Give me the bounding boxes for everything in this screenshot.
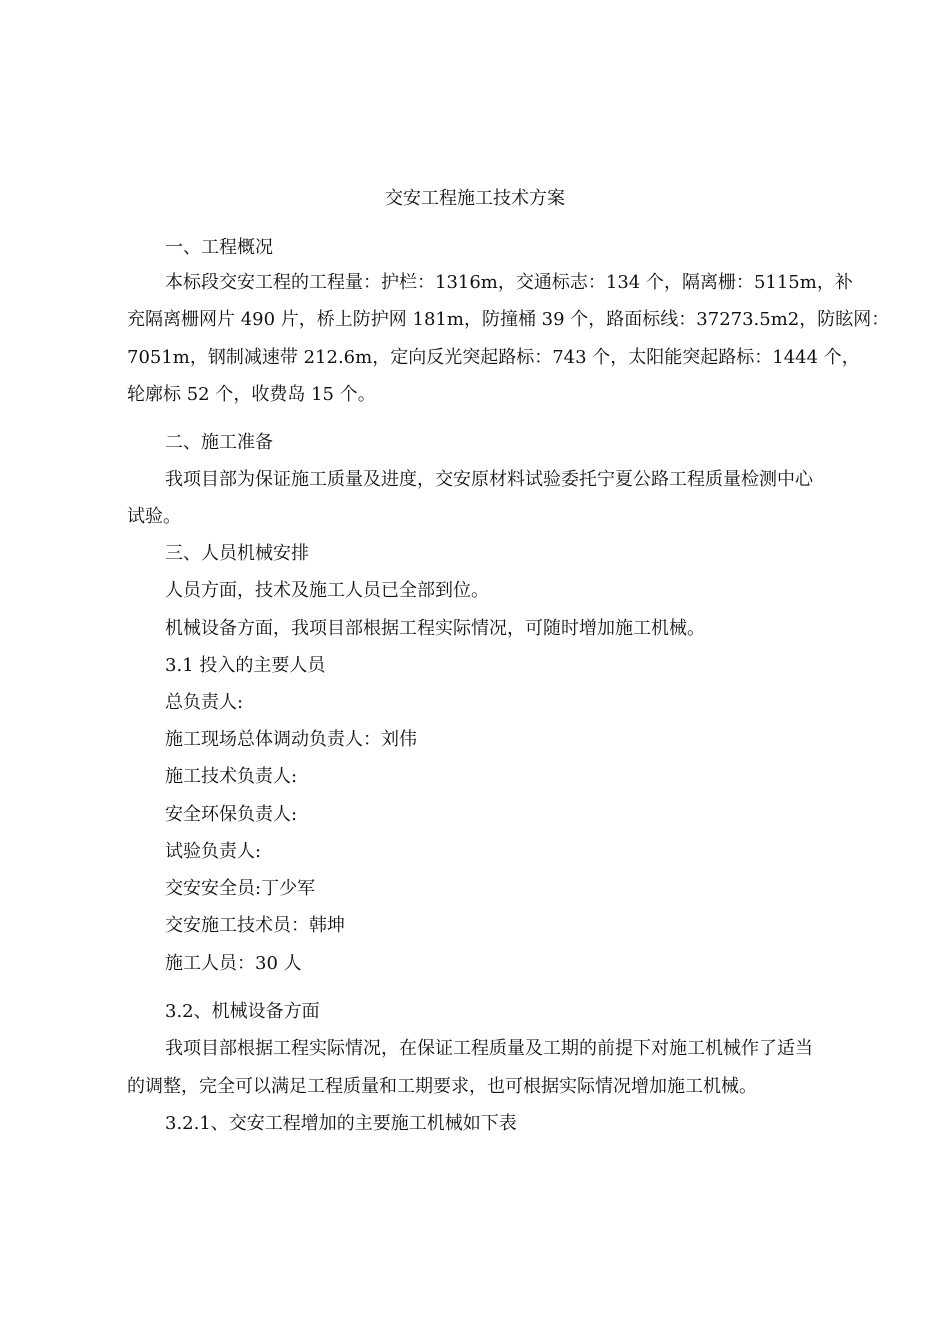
section-1-paragraph-line-4: 轮廓标 52 个，收费岛 15 个。 [127, 384, 376, 405]
section-2-paragraph-line-2: 试验。 [127, 506, 181, 527]
section-3-2-heading: 3.2、机械设备方面 [165, 1001, 320, 1022]
document-title: 交安工程施工技术方案 [385, 188, 565, 209]
personnel-item: 交安施工技术员：韩坤 [165, 915, 345, 936]
section-3-line-1: 人员方面，技术及施工人员已全部到位。 [165, 580, 489, 601]
personnel-item: 施工现场总体调动负责人：刘伟 [165, 729, 417, 750]
section-3-2-paragraph-line-1: 我项目部根据工程实际情况，在保证工程质量及工期的前提下对施工机械作了适当 [165, 1038, 813, 1059]
personnel-item: 安全环保负责人: [165, 804, 298, 825]
section-2-heading: 二、施工准备 [165, 432, 273, 453]
section-1-paragraph-line-1: 本标段交安工程的工程量：护栏：1316m，交通标志：134 个，隔离栅：5115m，补 [165, 272, 853, 293]
section-3-1-heading: 3.1 投入的主要人员 [165, 655, 326, 676]
section-1-paragraph-line-2: 充隔离栅网片 490 片，桥上防护网 181m，防撞桶 39 个，路面标线：37273.5m2，防眩网： [127, 309, 890, 330]
section-3-heading: 三、人员机械安排 [165, 543, 309, 564]
section-2-paragraph-line-1: 我项目部为保证施工质量及进度，交安原材料试验委托宁夏公路工程质量检测中心 [165, 469, 813, 490]
section-3-2-paragraph-line-2: 的调整，完全可以满足工程质量和工期要求，也可根据实际情况增加施工机械。 [127, 1076, 757, 1097]
personnel-item: 总负责人: [165, 692, 244, 713]
personnel-item: 交安安全员:丁少军 [165, 878, 316, 899]
section-3-2-1-heading: 3.2.1、交安工程增加的主要施工机械如下表 [165, 1113, 517, 1134]
section-3-line-2: 机械设备方面，我项目部根据工程实际情况，可随时增加施工机械。 [165, 618, 705, 639]
section-1-heading: 一、工程概况 [165, 237, 273, 258]
section-1-paragraph-line-3: 7051m，钢制减速带 212.6m，定向反光突起路标：743 个，太阳能突起路标：1444 个， [127, 347, 860, 368]
personnel-item: 施工人员：30 人 [165, 953, 302, 974]
personnel-item: 施工技术负责人: [165, 766, 298, 787]
personnel-item: 试验负责人: [165, 841, 262, 862]
